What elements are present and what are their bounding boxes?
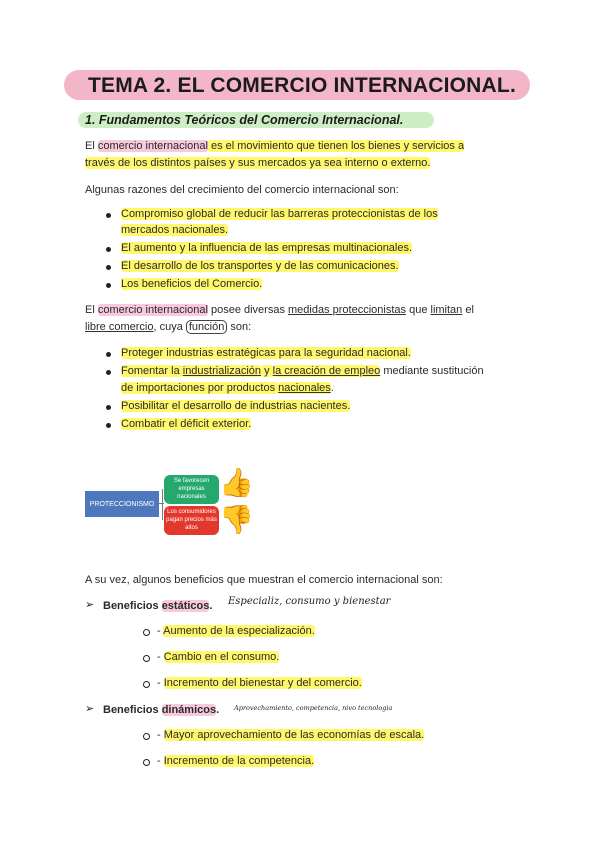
- funcion-term: función: [186, 320, 227, 334]
- razon-item-2: El aumento y la influencia de las empresas multinacionales.: [121, 242, 413, 254]
- razon-item-1: Compromiso global de reducir las barreras proteccionistas de los: [121, 208, 438, 220]
- intro-text-c: es el movimiento que tienen los bienes y servicios a: [207, 140, 465, 152]
- thumbs-up-icon: 👍: [219, 467, 254, 498]
- razon-item-4: Los beneficios del Comercio.: [121, 278, 263, 290]
- razon-item-3: El desarrollo de los transportes y de las comunicaciones.: [121, 260, 399, 272]
- beneficios-estaticos-heading: Beneficios estáticos.: [103, 600, 213, 612]
- intro-line-2: [85, 155, 430, 172]
- beneficios-intro: A su vez, algunos beneficios que muestran el comercio internacional son:: [85, 574, 443, 586]
- medidas-line-1: El comercio internacional posee diversas medidas proteccionistas que limitan el: [85, 304, 474, 316]
- circle-bullet: [143, 629, 150, 636]
- page-title: TEMA 2. EL COMERCIO INTERNACIONAL.: [88, 74, 516, 97]
- intro-term: comercio internacional: [97, 140, 208, 152]
- diagram-connector: [162, 489, 163, 520]
- bullet: [106, 213, 111, 218]
- limitan-term: limitan: [430, 304, 463, 316]
- bullet: [106, 370, 111, 375]
- diagram-positive-box: Se favorecen empresas nacionales: [164, 475, 219, 504]
- razon-item-1-cont: mercados nacionales.: [121, 224, 229, 236]
- handwritten-note: Especializ, consumo y bienestar: [228, 596, 391, 607]
- section-heading: 1. Fundamentos Teóricos del Comercio Internacional.: [85, 113, 404, 127]
- circle-bullet: [143, 733, 150, 740]
- dinamico-item-2: - Incremento de la competencia.: [157, 755, 315, 767]
- funcion-item-2-cont: de importaciones por productos nacionales.: [121, 382, 334, 394]
- diagram-center-box: PROTECCIONISMO: [85, 491, 159, 517]
- bullet: [106, 423, 111, 428]
- medidas-line-2: libre comercio, cuya función son:: [85, 321, 252, 333]
- diagram-negative-box: Los consumidores pagan precios más altos: [164, 506, 219, 535]
- bullet: [106, 283, 111, 288]
- arrow-icon: ➢: [85, 703, 95, 715]
- funcion-item-1: Proteger industrias estratégicas para la seguridad nacional.: [121, 347, 411, 359]
- estatico-item-1: - Aumento de la especialización.: [157, 625, 315, 637]
- funcion-item-3: Posibilitar el desarrollo de industrias nacientes.: [121, 400, 351, 412]
- circle-bullet: [143, 681, 150, 688]
- funcion-item-4: Combatir el déficit exterior.: [121, 418, 252, 430]
- thumbs-down-icon: 👎: [219, 504, 254, 535]
- bullet: [106, 247, 111, 252]
- circle-bullet: [143, 759, 150, 766]
- razones-intro: Algunas razones del crecimiento del comercio internacional son:: [85, 184, 399, 196]
- bullet: [106, 405, 111, 410]
- intro-text-a: El: [85, 140, 98, 152]
- medidas-proteccionistas: medidas proteccionistas: [288, 304, 407, 316]
- libre-comercio-term: libre comercio: [85, 321, 154, 333]
- bullet: [106, 265, 111, 270]
- intro-line-1: [85, 138, 464, 155]
- bullet: [106, 352, 111, 357]
- funcion-item-2: Fomentar la industrialización y la creación de empleo mediante sustitución: [121, 365, 484, 377]
- estatico-item-2: - Cambio en el consumo.: [157, 651, 280, 663]
- medidas-term: comercio internacional: [97, 304, 208, 316]
- handwritten-note: Aprovechamiento, competencia, nivo tecnologia: [234, 704, 393, 712]
- intro-text-d: través de los distintos países y sus mercados ya sea interno o externo.: [85, 157, 431, 169]
- arrow-icon: ➢: [85, 599, 95, 611]
- circle-bullet: [143, 655, 150, 662]
- estatico-item-3: - Incremento del bienestar y del comercio.: [157, 677, 362, 689]
- beneficios-dinamicos-heading: Beneficios dinámicos.: [103, 704, 220, 716]
- dinamico-item-1: - Mayor aprovechamiento de las economías de escala.: [157, 729, 425, 741]
